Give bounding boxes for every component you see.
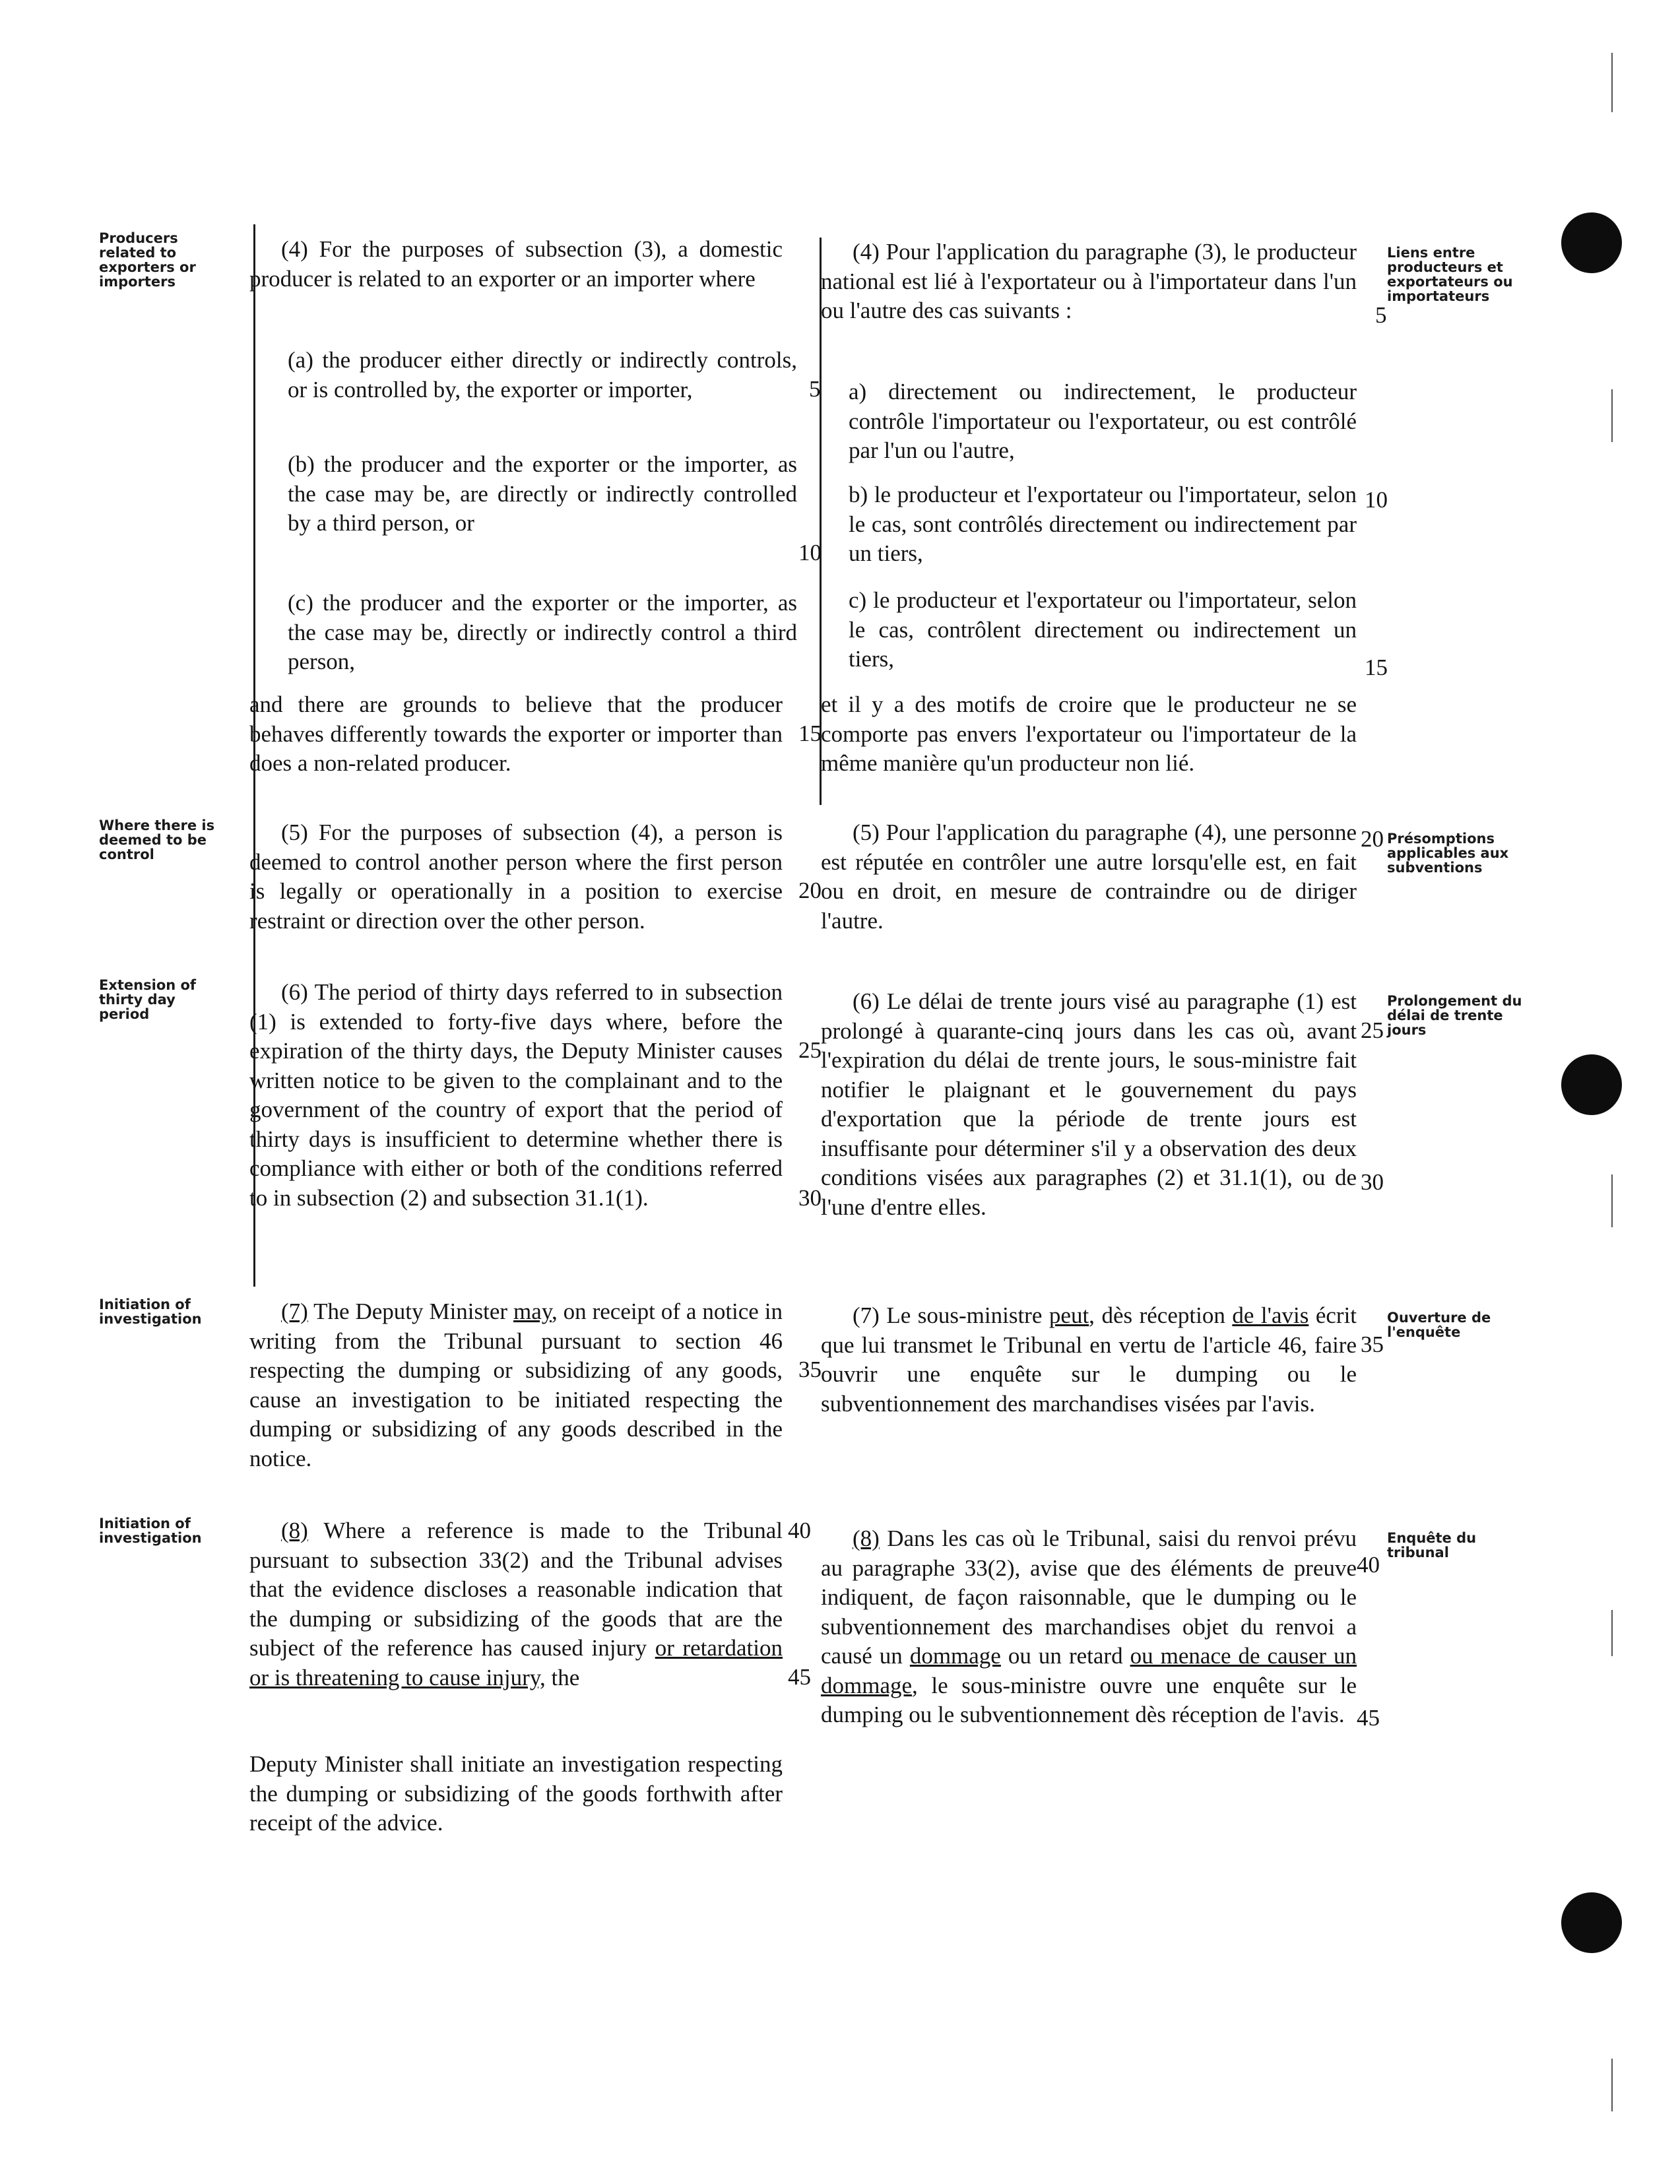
en-line-number: 5 (809, 376, 821, 402)
fr-subsection-7 (821, 1301, 1357, 1419)
en-subsection-6: (6) The period of thirty days referred to in subsection (1) is extended to forty-five days where, before the expiration of the thirty days, the Deputy Minister causes written notice to be given to the complainant and to the government of the country of export that the period of thirty days is insufficient to determine whether there is compliance with either or both of the conditions referred to in subsection (2) and subsection 31.1(1). (249, 979, 783, 1211)
margin-note-enquete: Enquête du tribunal (1387, 1530, 1477, 1560)
fr-s8-text-b: ou un retard (1008, 1643, 1123, 1669)
en-paragraph-4c: (c) the producer and the exporter or the importer, as the case may be, directly or indirectly control a third person, (288, 590, 797, 674)
fr-s8-amendment: ou menace de causer un dommage (821, 1643, 1357, 1698)
fr-subsection-5: (5) Pour l'application du paragraphe (4), une personne est réputée en contrôler une autre lorsqu'elle est, en fait ou en droit, en mesure de contraindre ou de diriger l'autre. (821, 819, 1357, 934)
en-s7-may: may (513, 1299, 552, 1324)
margin-note-ouverture: Ouverture de l'enquête (1387, 1310, 1491, 1340)
fr-line-number: 20 (1361, 826, 1384, 852)
en-line-number: 25 (798, 1037, 822, 1063)
en-s8-number: (8) (281, 1518, 308, 1543)
fr-line-number: 45 (1357, 1705, 1380, 1731)
margin-note-producers-related: Producers related to exporters or importers (99, 230, 196, 290)
page-edge-mark (1611, 1610, 1613, 1656)
en-s8-text-b: the (551, 1664, 580, 1690)
fr-s8-text-a: Dans les cas où le Tribunal, saisi du renvoi prévu au paragraphe 33(2), avise que des éléments de preuve indiquent, de façon raisonnable, que le dumping ou le subventionnement des marchandises objet du renvoi a causé un (821, 1526, 1357, 1669)
fr-s7-peut: peut (1049, 1302, 1089, 1328)
margin-note-presomptions: Présomptions applicables aux subventions (1387, 831, 1509, 876)
punch-hole-bottom (1561, 1892, 1622, 1953)
en-line-number: 35 (798, 1357, 822, 1382)
en-line-number: 30 (798, 1185, 822, 1211)
fr-paragraph-4a: a) directement ou indirectement, le producteur contrôle l'importateur ou l'exportateur, ou est contrôlé par l'un ou l'autre, (849, 379, 1357, 463)
fr-line-number: 5 (1375, 302, 1387, 328)
margin-note-initiation-8: Initiation of investigation (99, 1516, 202, 1546)
fr-line-number: 25 (1361, 1017, 1384, 1043)
margin-note-liens: Liens entre producteurs et exportateurs ou importateurs (1387, 245, 1513, 304)
fr-subsection-4-end: et il y a des motifs de croire que le producteur ne se comporte pas envers l'exportateur ou l'importateur de la même manière qu'un producteur non lié. (821, 691, 1357, 776)
en-line-number: 15 (798, 721, 822, 746)
page-edge-mark (1611, 389, 1613, 442)
page-edge-mark (1611, 53, 1613, 112)
fr-s8-dommage: dommage (909, 1643, 1001, 1669)
margin-note-extension-period: Extension of thirty day period (99, 977, 197, 1022)
margin-note-deemed-control: Where there is deemed to be control (99, 818, 215, 862)
en-s7-text-a: The Deputy Minister (313, 1299, 508, 1324)
fr-line-number: 35 (1361, 1332, 1384, 1357)
fr-s7-text-c: écrit que lui transmet le Tribunal en vertu de l'article 46, faire ouvrir une enquête sur le dumping ou le subventionnement des marchandises visées par l'avis. (821, 1302, 1357, 1417)
en-subsection-4-end: and there are grounds to believe that the producer behaves differently towards the exporter or importer than does a non-related producer. (249, 691, 783, 776)
fr-s8-number: (8) (853, 1526, 880, 1551)
en-line-number: 20 (798, 878, 822, 903)
punch-hole-top (1561, 212, 1622, 273)
en-subsection-5: (5) For the purposes of subsection (4), a person is deemed to control another person where the first person is legally or operationally in a position to exercise restraint or direction over the other person. (249, 819, 783, 934)
fr-s7-text-a: (7) Le sous-ministre (853, 1302, 1043, 1328)
en-paragraph-4a: (a) the producer either directly or indirectly controls, or is controlled by, the exporter or importer, (288, 347, 797, 402)
fr-subsection-8 (821, 1524, 1357, 1730)
fr-paragraph-4b: b) le producteur et l'exportateur ou l'importateur, selon le cas, sont contrôlés directement ou indirectement par un tiers, (849, 482, 1357, 566)
en-s7-number: (7) (281, 1299, 308, 1324)
fr-line-number: 10 (1365, 487, 1388, 513)
en-line-number: 45 (788, 1664, 811, 1690)
page-edge-mark (1611, 1174, 1613, 1227)
en-subsection-8-continued: Deputy Minister shall initiate an investigation respecting the dumping or subsidizing of the goods forthwith after receipt of the advice. (249, 1751, 783, 1836)
fr-s8-text-c: , le sous-ministre ouvre une enquête sur le dumping ou le subventionnement dès réception de l'avis. (821, 1672, 1357, 1727)
margin-note-initiation-7: Initiation of investigation (99, 1297, 202, 1327)
fr-line-number: 40 (1357, 1552, 1380, 1578)
page-edge-mark (1611, 2059, 1613, 2111)
fr-line-number: 15 (1365, 655, 1388, 680)
margin-note-prolongement: Prolongement du délai de trente jours (1387, 993, 1522, 1038)
fr-paragraph-4c: c) le producteur et l'exportateur ou l'importateur, selon le cas, contrôlent directement ou indirectement un tiers, (849, 587, 1357, 672)
en-subsection-4-intro: (4) For the purposes of subsection (3), a domestic producer is related to an exporter or an importer where (249, 236, 783, 292)
en-s7-text-b: , on receipt of a notice in writing from the Tribunal pursuant to section 46 respecting the dumping or subsidizing of any goods, cause an investigation to be initiated respecting the dumping or subsidizing of any goods described in the notice. (249, 1299, 783, 1471)
en-line-number: 40 (788, 1518, 811, 1543)
fr-s7-text-b: , dès réception (1089, 1302, 1225, 1328)
fr-s7-de-lavis: de l'avis (1232, 1302, 1309, 1328)
en-s8-text-a: Where a reference is made to the Tribunal pursuant to subsection 33(2) and the Tribunal advises that the evidence discloses a reasonable indication that the dumping or subsidizing of the goods that are the subject of the reference has caused injury (249, 1518, 783, 1661)
en-paragraph-4b: (b) the producer and the exporter or the importer, as the case may be, are directly or indirectly controlled by a third person, or (288, 451, 797, 536)
punch-hole-middle (1561, 1054, 1622, 1115)
en-s8-amendment: or retardation or is threatening to cause injury, (249, 1635, 783, 1690)
en-line-number: 10 (798, 540, 822, 565)
fr-subsection-4-intro: (4) Pour l'application du paragraphe (3), le producteur national est lié à l'exportateur ou à l'importateur dans l'un ou l'autre des cas suivants : (821, 239, 1357, 323)
fr-subsection-6: (6) Le délai de trente jours visé au paragraphe (1) est prolongé à quarante-cinq jours dans les cas où, avant l'expiration du délai de trente jours, le sous-ministre fait notifier le plaignant et le gouvernement du pays d'exportation que la période de trente jours est insuffisante pour déterminer s'il y a observation des deux conditions visées aux paragraphes (2) et 31.1(1), ou de l'une d'entre elles. (821, 988, 1357, 1220)
fr-line-number: 30 (1361, 1169, 1384, 1195)
en-subsection-7 (249, 1297, 783, 1473)
en-subsection-8 (249, 1516, 783, 1692)
